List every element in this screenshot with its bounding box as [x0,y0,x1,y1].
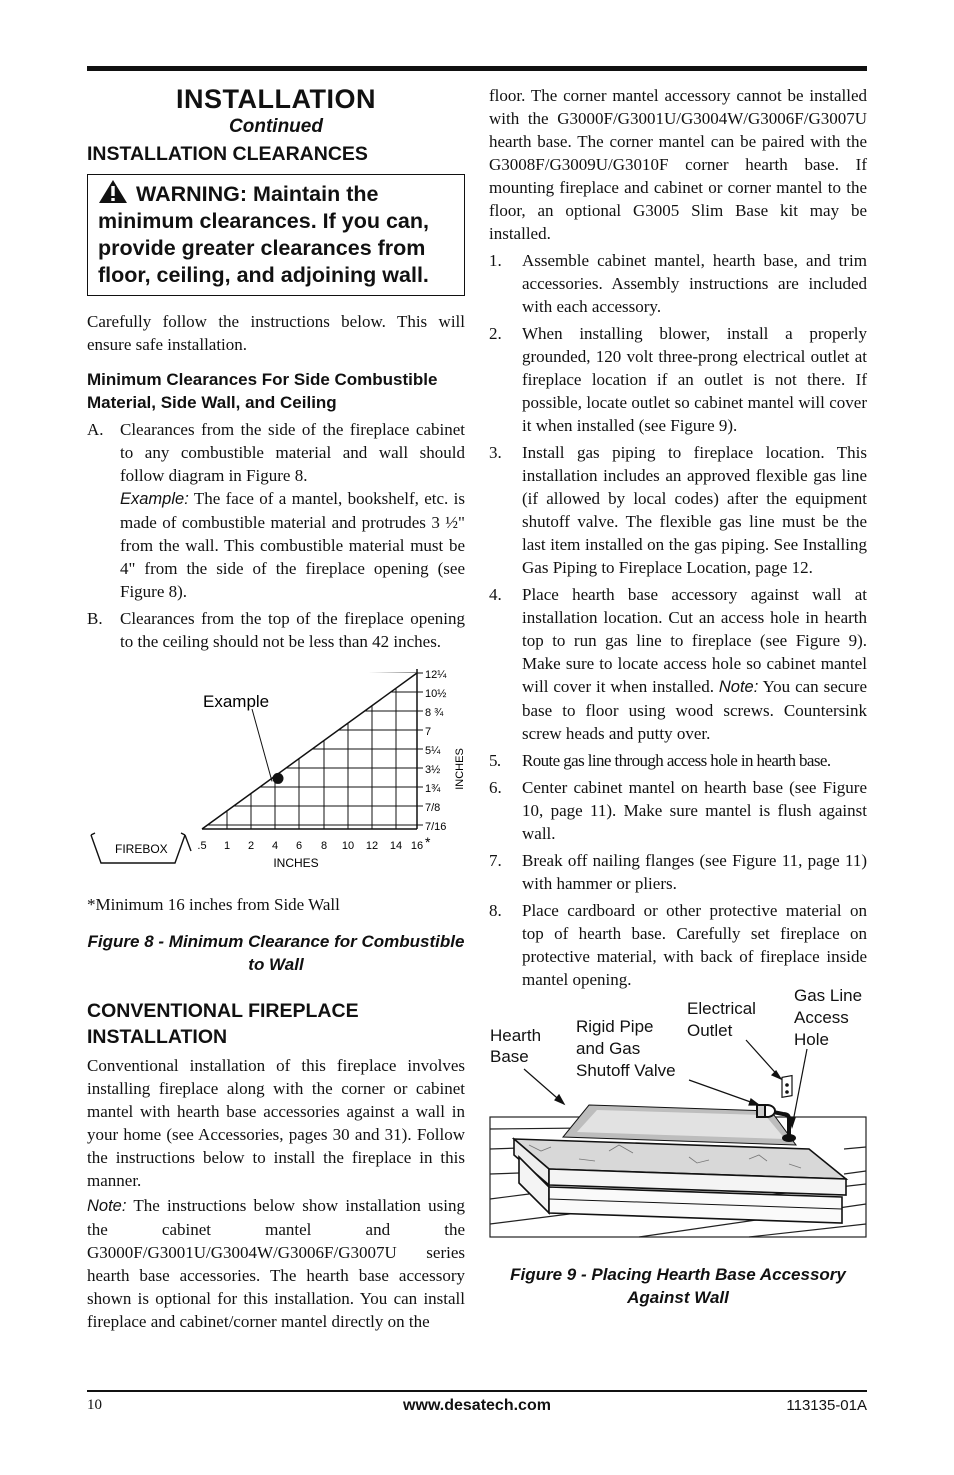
intro-paragraph: Carefully follow the instructions below. This will ensure safe installation. [87,312,465,354]
conventional-paragraph: Conventional installation of this fireplace involves installing fireplace along with the corner or cabinet mantel with hearth base accessories against a wall in your home (see Accessories, pages 30 and 31). Follow the instructions below to install the fireplace in this manner. [87,1056,465,1190]
step-marker: 3. [489,443,502,462]
step-text: Center cabinet mantel on hearth base (see Figure 10, page 11). Make sure mantel is flush against wall. [522,778,867,843]
x-tick-label: 1 [223,840,231,852]
step-item [489,776,867,845]
top-rule [87,66,867,71]
page-number: 10 [87,1397,102,1413]
x-tick-label: .5 [197,840,207,852]
bottom-rule [87,1390,867,1392]
label-access-1: Gas Line [794,986,863,1005]
x-tick-label: 4 [271,840,279,852]
warning-box [87,174,465,296]
step-text: Break off nailing flanges (see Figure 11, page 11) with hammer or pliers. [522,851,867,893]
step-text: Place cardboard or other protective material on top of hearth base. Carefully set fireplace on protective material, with back of fireplace inside mantel opening. [522,901,867,989]
y-tick-label: 10½ [425,688,447,700]
figure9-caption: Figure 9 - Placing Hearth Base Accessory Against Wall [510,1265,846,1307]
list-text: Clearances from the side of the fireplace cabinet to any combustible material and wall should follow diagram in Figure 8. [120,420,465,485]
conventional-heading: CONVENTIONAL FIREPLACE INSTALLATION [87,1000,359,1048]
note-continuation: floor. The corner mantel accessory cannot be installed with the G3000F/G3001U/G3004W/G3006F/G3007U hearth base. The corner mantel can be paired with the G3008F/G3009U/G3010F corner hearth base. If mounting fireplace and cabinet or corner mantel to the floor, an optional G3005 Slim Base kit may be installed. [489,86,867,243]
x-tick-label: 14 [389,840,403,852]
label-outlet-2: Outlet [687,1021,733,1040]
firebox-label: FIREBOX [115,842,168,856]
steps-list [489,249,867,991]
step-marker: 8. [489,901,502,920]
figure8-footnote: *Minimum 16 inches from Side Wall [87,895,340,914]
footer-website: www.desatech.com [403,1397,551,1414]
label-pipe-2: and Gas [576,1039,641,1058]
example-callout: Example [203,692,270,711]
clearance-list [87,418,465,653]
asterisk-mark: * [425,834,431,850]
document-number: 113135-01A [786,1397,867,1414]
x-tick-label: 12 [365,840,379,852]
step-marker: 2. [489,324,502,343]
example-text: The face of a mantel, bookshelf, etc. is made of combustible material and protrudes 3 ½" from the wall. This combustible material must be 4" from the side of the fireplace opening (see Figure 8). [120,489,465,601]
x-tick-label: 6 [295,840,303,852]
step-item [489,441,867,579]
y-tick-label: 1¾ [425,783,441,795]
note-label: Note: [87,1197,127,1215]
y-tick-label: 8 ¾ [425,707,444,719]
list-marker: B. [87,609,103,628]
page-subtitle: Continued [229,116,323,137]
step-item [489,749,867,772]
step-text: Place hearth base accessory against wall at installation location. Cut an access hole in hearth top to run gas line to fireplace (see Figure 9). Make sure to locate access hole so cabinet mantel will cover it when installed. [522,585,867,696]
y-tick-label: 12¼ [425,669,447,681]
step-text: Route gas line through access hole in hearth base. [522,751,831,770]
step-item [489,849,867,895]
clearances-heading: INSTALLATION CLEARANCES [87,143,368,165]
step-marker: 7. [489,851,502,870]
x-tick-label: 2 [247,840,255,852]
label-access-2: Access [794,1008,849,1027]
example-label: Example: [120,490,189,508]
step-item [489,249,867,318]
right-column [489,84,867,1309]
warning-triangle-icon [98,179,128,204]
electrical-outlet-icon [782,1076,792,1098]
step-marker: 5. [489,751,501,770]
page-title: INSTALLATION [176,84,376,114]
y-tick-label: 7 [425,726,432,738]
x-axis-title: INCHES [273,856,319,870]
step-note-label: Note: [718,678,759,696]
y-tick-label: 5¼ [425,745,441,757]
step-item [489,899,867,991]
label-pipe-3: Shutoff Valve [576,1061,676,1080]
x-tick-label: 16 [410,840,424,852]
example-point [273,773,284,784]
left-column [87,84,465,1333]
conventional-note [87,1194,465,1333]
step-text: When installing blower, install a properly grounded, 120 volt three-prong electrical outlet at fireplace location if an outlet is not there. If possible, locate outlet so cabinet mantel will cover it when installed (see Figure 9). [522,324,867,435]
label-access-3: Hole [794,1030,829,1049]
y-axis-title: INCHES [454,748,466,790]
figure-8 [87,657,465,893]
step-item [489,583,867,745]
x-tick-label: 10 [341,840,355,852]
label-hearth-2: Base [490,1047,529,1066]
y-tick-label: 3½ [425,764,441,776]
label-pipe-1: Rigid Pipe [576,1017,654,1036]
list-marker: A. [87,420,104,439]
list-item [87,418,465,603]
figure8-caption: Figure 8 - Minimum Clearance for Combustible to Wall [87,932,465,974]
note-text: The instructions below show installation using the cabinet mantel and the G3000F/G3001U/G3004W/G3006F/G3007U series hearth base accessories. The hearth base accessory shown is optional for this installation. You can install fireplace and cabinet/corner mantel directly on the [87,1196,465,1331]
step-text: Assemble cabinet mantel, hearth base, and trim accessories. Assembly instructions are included with each accessory. [522,251,867,316]
step-marker: 4. [489,585,502,604]
figure-9 [489,986,867,1259]
step-marker: 1. [489,251,502,270]
step-marker: 6. [489,778,502,797]
list-item [87,607,465,653]
clearance-chart [87,657,465,893]
y-tick-label: 7/8 [425,802,441,814]
warning-text: WARNING: Maintain the minimum clearances. If you can, provide greater clearances from floor, ceiling, and adjoining wall. [98,182,429,287]
hearth-base-illustration [489,986,867,1259]
label-outlet-1: Electrical [687,999,756,1018]
list-text: Clearances from the top of the fireplace opening to the ceiling should not be less than 42 inches. [120,609,465,651]
y-tick-label: 7/16 [425,821,447,833]
step-note-text: You can secure base to floor using wood screws. Countersink screw heads and putty over. [522,677,867,743]
step-item [489,322,867,437]
clearances-subheading: Minimum Clearances For Side Combustible Material, Side Wall, and Ceiling [87,370,438,412]
step-text: Install gas piping to fireplace location. This installation includes an approved flexible gas line (if allowed by local codes) after the equipment shutoff valve. The flexible gas line must be the last item installed on the gas piping. See Installing Gas Piping to Fireplace Location, page 12. [522,443,867,577]
label-hearth-1: Hearth [490,1026,542,1045]
x-tick-label: 8 [320,840,328,852]
